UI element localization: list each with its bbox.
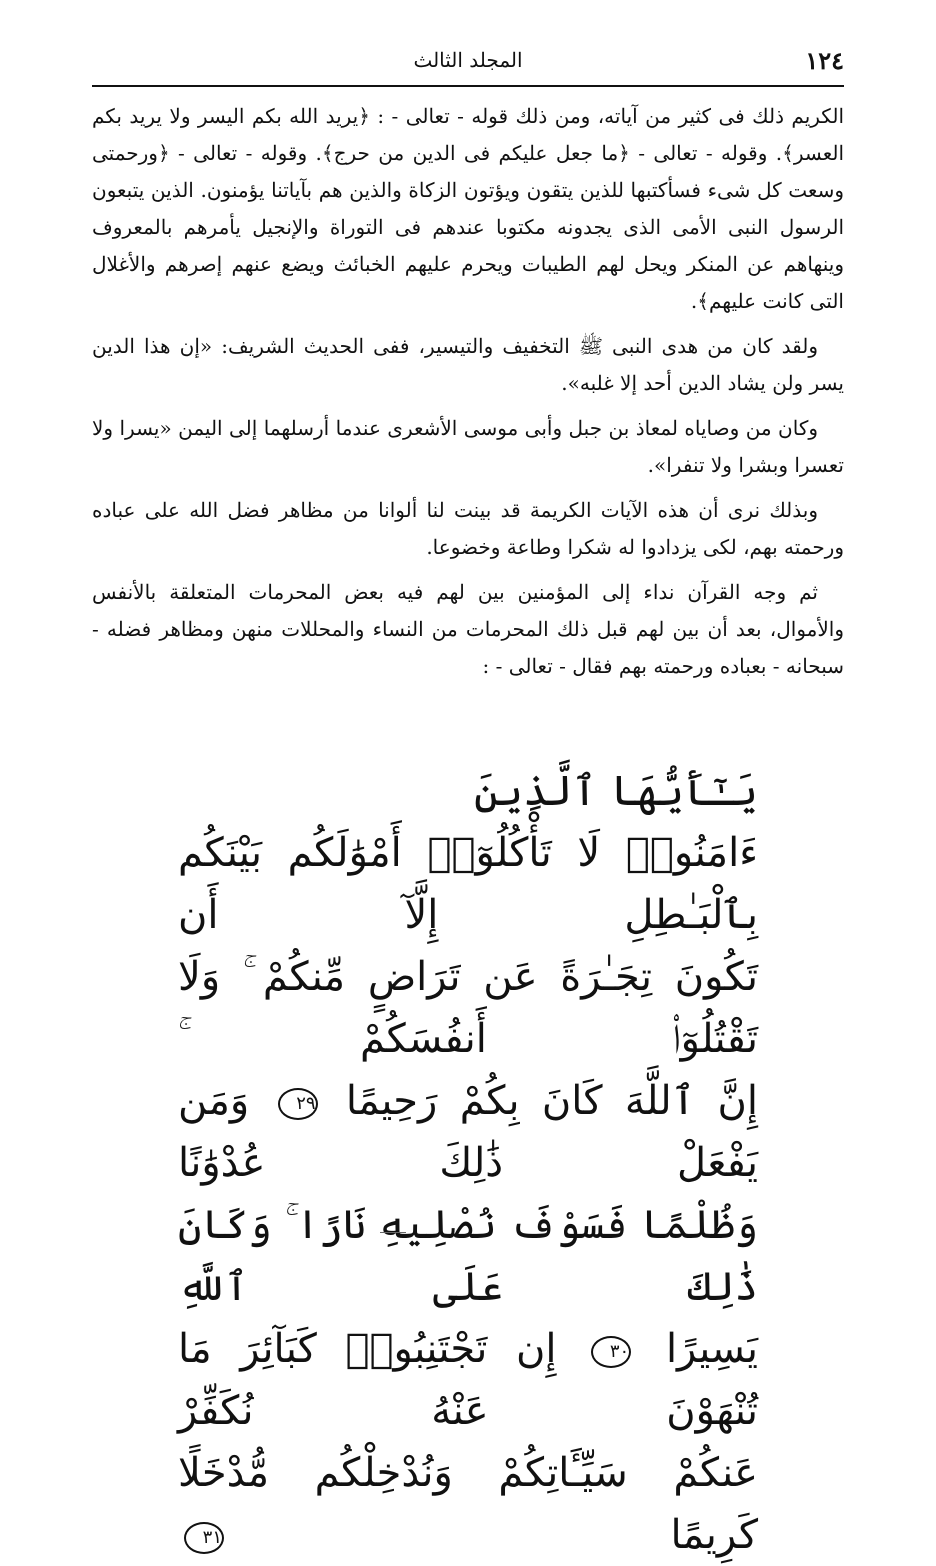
- quran-verses: [178, 760, 758, 1566]
- header-rule: [92, 85, 844, 87]
- running-title: المجلد الثالث: [413, 48, 523, 72]
- verse-line: ءَامَنُوا۟ لَا تَأْكُلُوٓا۟ أَمْوَٰلَكُم بَيْنَكُم بِٱلْبَـٰطِلِ إِلَّآ أَن: [178, 830, 758, 938]
- verse-line: [178, 1442, 758, 1566]
- ayah-number-marker: ٣١: [184, 1522, 224, 1554]
- verse-segment: وَمَن يَفْعَلْ ذَٰلِكَ عُدْوَٰنًا: [178, 1078, 758, 1186]
- commentary-text: [92, 98, 844, 693]
- page-number: ١٢٤: [805, 45, 844, 75]
- scan-artifact: [380, 1232, 406, 1233]
- paragraph: وبذلك نرى أن هذه الآيات الكريمة قد بينت لنا ألوانا من مظاهر فضل الله على عباده ورحمته بهم، لكى يزدادوا له شكرا وطاعة وخضوعا.: [92, 498, 844, 559]
- verse-line: [178, 1070, 758, 1194]
- ayah-number-marker: ٣٠: [591, 1336, 631, 1368]
- paragraph: وكان من وصاياه لمعاذ بن جبل وأبى موسى الأشعرى عندما أرسلهما إلى اليمن «يسرا ولا تعسرا وبشرا ولا تنفرا».: [92, 416, 844, 477]
- verse-segment: إِن تَجْتَنِبُوا۟ كَبَآئِرَ مَا تُنْهَوْنَ عَنْهُ نُكَفِّرْ: [178, 1326, 758, 1434]
- verse-segment: إِنَّ ٱللَّهَ كَانَ بِكُمْ رَحِيمًا: [345, 1078, 758, 1124]
- verse-line: تَكُونَ تِجَـٰرَةً عَن تَرَاضٍ مِّنكُمْ ۚ وَلَا تَقْتُلُوٓا۟ أَنفُسَكُمْ ۚ: [178, 954, 758, 1062]
- ayah-number-marker: ٢٩: [278, 1088, 318, 1120]
- verse-opening: يَـٰٓأَيُّهَا ٱلَّذِينَ: [473, 766, 758, 815]
- verse-line: [178, 1318, 758, 1442]
- verse-line: وَظُلْمًا فَسَوْفَ نُصْلِيهِ نَارًا ۚ وَكَانَ ذَٰلِكَ عَلَى ٱللَّهِ: [178, 1202, 758, 1310]
- paragraph: ولقد كان من هدى النبى ﷺ التخفيف والتيسير، ففى الحديث الشريف: «إن هذا الدين يسر ولن يشاد الدين أحد إلا غلبه».: [92, 334, 844, 395]
- paragraph: الكريم ذلك فى كثير من آياته، ومن ذلك قوله - تعالى - : ﴿يريد الله بكم اليسر ولا يريد بكم العسر﴾. وقوله - تعالى - ﴿ما جعل عليكم فى الدين من حرج﴾. وقوله - تعالى - ﴿ورحمتى وسعت كل شىء فسأكتبها للذين يتقون ويؤتون الزكاة والذين هم بآياتنا يؤمنون. الذين يتبعون الرسول النبى الأمى الذى يجدونه مكتوبا عندهم فى التوراة والإنجيل يأمرهم بالمعروف وينهاهم عن المنكر ويحل لهم الطيبات ويحرم عليهم الخبائث ويضع عنهم إصرهم والأغلال التى كانت عليهم﴾.: [92, 104, 844, 313]
- verse-segment: عَنكُمْ سَيِّـَٔاتِكُمْ وَنُدْخِلْكُم مُّدْخَلًا كَرِيمًا: [178, 1450, 758, 1558]
- paragraph: ثم وجه القرآن نداء إلى المؤمنين بين لهم فيه بعض المحرمات المتعلقة بالأنفس والأموال، بعد أن بين لهم قبل ذلك المحرمات من النساء والمحللات منهن ومظاهر فضله - سبحانه - بعباده ورحمته بهم فقال - تعالى - :: [92, 580, 844, 678]
- verse-segment: يَسِيرًا: [665, 1326, 759, 1372]
- page-header: [92, 36, 844, 84]
